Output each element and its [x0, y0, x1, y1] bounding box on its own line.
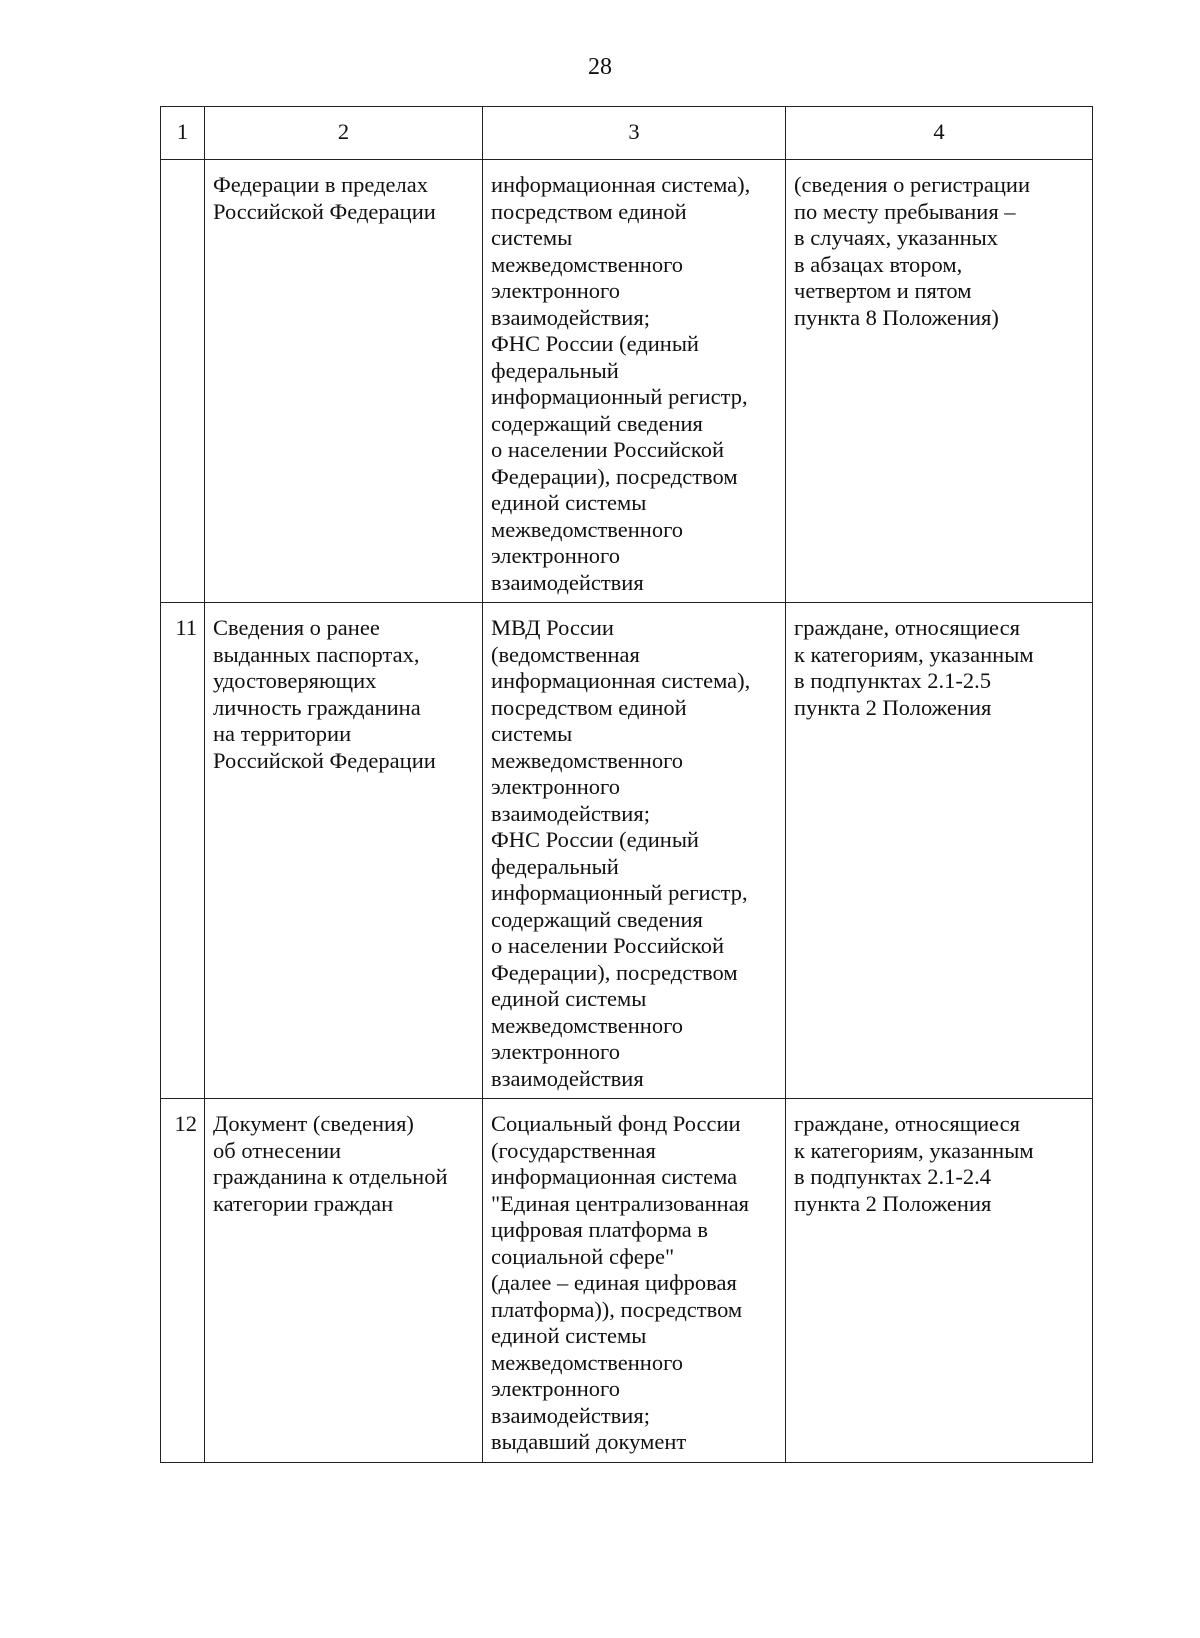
cell-text-line: к категориям, указанным	[794, 1137, 1034, 1163]
cell-text-line: межведомственного	[491, 516, 684, 542]
cell-text-line: о населении Российской	[491, 933, 724, 958]
information-source-cell	[483, 603, 786, 1099]
cell-text-line: Социальный фонд России	[491, 1111, 741, 1136]
cell-text-line: социальной сфере"	[491, 1243, 675, 1269]
cell-text-line: "Единая централизованная	[491, 1190, 750, 1216]
cell-text-line: ФНС России (единый	[491, 827, 699, 852]
cell-text-line: Документ (сведения)	[213, 1111, 414, 1136]
cell-text-line: содержащий сведения	[491, 410, 703, 436]
cell-text-line: посредством единой	[491, 694, 687, 720]
cell-text-line: посредством единой	[491, 198, 687, 224]
cell-text-line: (далее – единая цифровая	[491, 1270, 737, 1295]
cell-text-line: взаимодействия	[491, 1065, 644, 1091]
cell-text-line: о населении Российской	[491, 437, 724, 462]
cell-text-line: гражданина к отдельной	[213, 1164, 448, 1189]
cell-text-line: межведомственного	[491, 1012, 684, 1038]
cell-text-line: содержащий сведения	[491, 906, 703, 932]
cell-text-line: граждане, относящиеся	[794, 1111, 1020, 1136]
table-header-row	[161, 107, 1093, 160]
cell-text-line: об отнесении	[213, 1137, 342, 1163]
cell-text-line: в абзацах втором,	[794, 251, 963, 277]
cell-text-line: в подпунктах 2.1-2.4	[794, 1164, 992, 1189]
information-source-cell	[483, 160, 786, 603]
cell-text-line: электронного	[491, 543, 620, 568]
cell-text-line: информационная система),	[491, 668, 751, 693]
cell-text-line: электронного	[491, 774, 620, 799]
cell-text-line: пункта 2 Положения	[794, 694, 992, 720]
cell-text-line: МВД России	[491, 615, 614, 640]
cell-text-line: системы	[491, 225, 573, 250]
row-number-cell: 11	[161, 603, 205, 1099]
cell-text-line: взаимодействия	[491, 569, 644, 595]
header-cell-1: 1	[161, 107, 205, 160]
cell-text-line: информационный регистр,	[491, 384, 748, 409]
cell-text-line: Федерации), посредством	[491, 959, 738, 985]
cell-text-line: Федерации), посредством	[491, 463, 738, 489]
cell-text-line: межведомственного	[491, 251, 684, 277]
table-row	[161, 160, 1093, 603]
cell-text-line: выданных паспортах,	[213, 641, 420, 667]
cell-text-line: единой системы	[491, 1323, 647, 1348]
information-name-cell	[205, 160, 483, 603]
cell-text-line: взаимодействия;	[491, 304, 650, 330]
cell-text-line: цифровая платформа в	[491, 1217, 709, 1242]
header-cell-2: 2	[205, 107, 483, 160]
cell-text-line: в случаях, указанных	[794, 225, 999, 250]
cell-text-line: категории граждан	[213, 1190, 394, 1216]
cell-text-line: межведомственного	[491, 747, 684, 773]
cell-text-line: по месту пребывания –	[794, 198, 1016, 224]
cell-text-line: четвертом и пятом	[794, 278, 972, 303]
page-number: 28	[588, 54, 612, 80]
cell-text-line: федеральный	[491, 357, 619, 383]
cell-text-line: (ведомственная	[491, 641, 640, 667]
applicability-cell	[786, 603, 1093, 1099]
cell-text-line: пункта 8 Положения)	[794, 304, 999, 330]
cell-text-line: (государственная	[491, 1137, 656, 1163]
applicability-cell	[786, 160, 1093, 603]
cell-text-line: Российской Федерации	[213, 747, 436, 773]
applicability-cell	[786, 1099, 1093, 1463]
cell-text-line: электронного	[491, 1039, 620, 1064]
information-source-cell	[483, 1099, 786, 1463]
cell-text-line: информационная система),	[491, 172, 751, 197]
cell-text-line: ФНС России (единый	[491, 331, 699, 356]
cell-text-line: пункта 2 Положения	[794, 1190, 992, 1216]
header-cell-4: 4	[786, 107, 1093, 160]
table-row	[161, 603, 1093, 1099]
cell-text-line: на территории	[213, 721, 352, 746]
cell-text-line: информационная система	[491, 1164, 738, 1189]
cell-text-line: информационный регистр,	[491, 880, 748, 905]
cell-text-line: (сведения о регистрации	[794, 172, 1030, 197]
information-name-cell	[205, 603, 483, 1099]
cell-text-line: системы	[491, 721, 573, 746]
cell-text-line: единой системы	[491, 986, 647, 1011]
cell-text-line: личность гражданина	[213, 694, 421, 720]
row-number-cell	[161, 160, 205, 603]
cell-text-line: электронного	[491, 278, 620, 303]
cell-text-line: Российской Федерации	[213, 198, 436, 224]
cell-text-line: Сведения о ранее	[213, 615, 380, 640]
cell-text-line: платформа)), посредством	[491, 1296, 743, 1322]
cell-text-line: граждане, относящиеся	[794, 615, 1020, 640]
cell-text-line: Федерации в пределах	[213, 172, 429, 197]
cell-text-line: к категориям, указанным	[794, 641, 1034, 667]
cell-text-line: единой системы	[491, 490, 647, 515]
information-name-cell	[205, 1099, 483, 1463]
header-cell-3: 3	[483, 107, 786, 160]
cell-text-line: взаимодействия;	[491, 800, 650, 826]
cell-text-line: федеральный	[491, 853, 619, 879]
cell-text-line: межведомственного	[491, 1349, 684, 1375]
table-row	[161, 1099, 1093, 1463]
row-number-cell: 12	[161, 1099, 205, 1463]
cell-text-line: выдавший документ	[491, 1429, 687, 1454]
cell-text-line: электронного	[491, 1376, 620, 1401]
cell-text-line: удостоверяющих	[213, 668, 377, 693]
cell-text-line: в подпунктах 2.1-2.5	[794, 668, 992, 693]
document-table	[160, 106, 1093, 1463]
cell-text-line: взаимодействия;	[491, 1402, 650, 1428]
